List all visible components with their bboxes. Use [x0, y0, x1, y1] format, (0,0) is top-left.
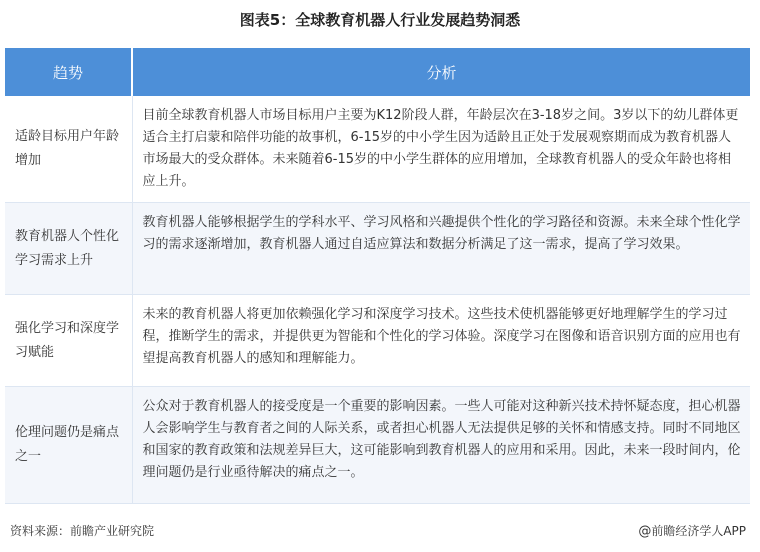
source-note: 资料来源：前瞻产业研究院: [10, 524, 155, 538]
trend-cell: 教育机器人个性化学习需求上升: [5, 203, 132, 295]
header-trend: 趋势: [5, 48, 132, 96]
table-row: [5, 295, 750, 387]
table-row: [5, 96, 750, 203]
brand-name: 前瞻经济学人APP: [651, 524, 746, 538]
chart-title: 图表5：全球教育机器人行业发展趋势洞悉: [239, 11, 521, 29]
table-row: [5, 387, 750, 504]
header-analysis: 分析: [132, 48, 750, 96]
analysis-cell: 目前全球教育机器人市场目标用户主要为K12阶段人群，年龄层次在3-18岁之间。3岁以下的幼儿群体更适合主打启蒙和陪伴功能的故事机，6-15岁的中小学生因为适龄且正处于发展观察期而成为教育机器人市场最大的受众群体。未来随着6-15岁的中小学生群体的应用增加，全球教育机器人的受众年龄也将相应上升。: [132, 96, 750, 203]
analysis-cell: 未来的教育机器人将更加依赖强化学习和深度学习技术。这些技术使机器能够更好地理解学生的学习过程，推断学生的需求，并提供更为智能和个性化的学习体验。深度学习在图像和语音识别方面的应用也有望提高教育机器人的感知和理解能力。: [132, 295, 750, 387]
trend-cell: 伦理问题仍是痛点之一: [5, 387, 132, 504]
at-icon: @: [638, 524, 652, 539]
analysis-cell: 教育机器人能够根据学生的学科水平、学习风格和兴趣提供个性化的学习路径和资源。未来全球个性化学习的需求逐渐增加，教育机器人通过自适应算法和数据分析满足了这一需求，提高了学习效果。: [132, 203, 750, 295]
trend-cell: 强化学习和深度学习赋能: [5, 295, 132, 387]
table-row: [5, 203, 750, 295]
analysis-cell: 公众对于教育机器人的接受度是一个重要的影响因素。一些人可能对这种新兴技术持怀疑态度，担心机器人会影响学生与教育者之间的人际关系，或者担心机器人无法提供足够的关怀和情感支持。同时不同地区和国家的教育政策和法规差异巨大，这可能影响到教育机器人的应用和采用。因此，未来一段时间内，伦理问题仍是行业亟待解决的痛点之一。: [132, 387, 750, 504]
brand-label: [638, 522, 746, 539]
table-header-row: [5, 48, 750, 96]
trend-cell: 适龄目标用户年龄增加: [5, 96, 132, 203]
trend-table: [5, 48, 750, 504]
